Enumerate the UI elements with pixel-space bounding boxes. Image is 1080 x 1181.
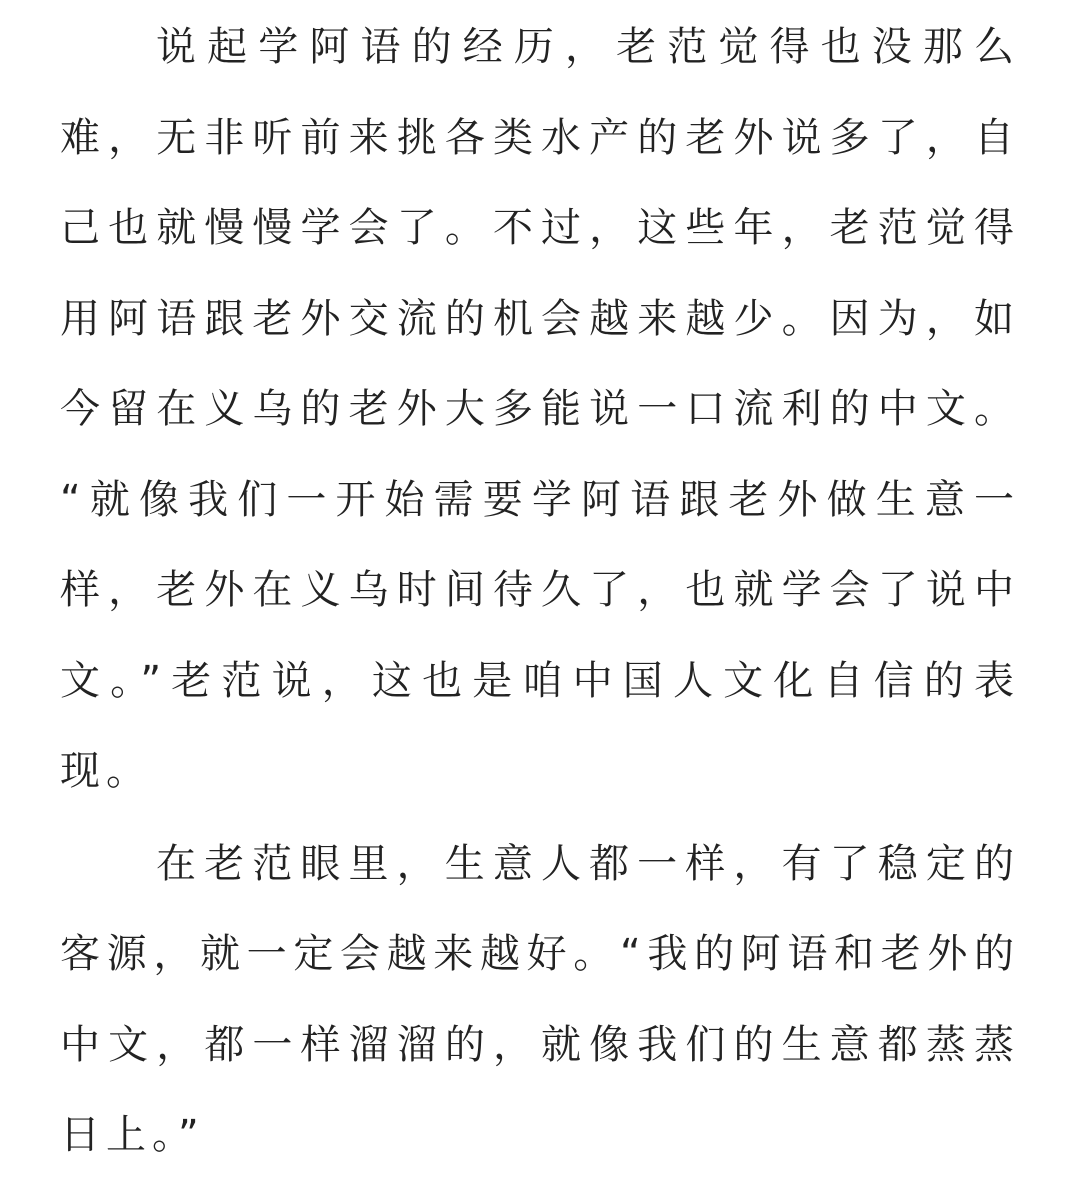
- text-line: 己也就慢慢学会了。不过，这些年，老范觉得: [60, 205, 1020, 251]
- text-line: 文。”老范说，这也是咱中国人文化自信的表: [60, 657, 1020, 704]
- text-line: 现。: [60, 748, 152, 794]
- paragraph-2: [60, 819, 1020, 1181]
- article-body: [60, 2, 1020, 1181]
- text-line: 说起学阿语的经历，老范觉得也没那么: [156, 24, 1020, 70]
- text-line: 在老范眼里，生意人都一样，有了稳定的: [156, 840, 1020, 887]
- text-line: 今留在义乌的老外大多能说一口流利的中文。: [60, 386, 1020, 432]
- text-line: 客源，就一定会越来越好。“我的阿语和老外的: [60, 931, 1020, 977]
- text-line: 用阿语跟老外交流的机会越来越少。因为，如: [60, 295, 1020, 342]
- text-line: 样，老外在义乌时间待久了，也就学会了说中: [60, 567, 1020, 613]
- text-line: 日上。”: [60, 1112, 205, 1158]
- paragraph-1: [60, 2, 1020, 817]
- text-line: 中文，都一样溜溜的，就像我们的生意都蒸蒸: [60, 1021, 1020, 1068]
- text-line: “就像我们一开始需要学阿语跟老外做生意一: [60, 476, 1020, 523]
- text-line: 难，无非听前来挑各类水产的老外说多了，自: [60, 114, 1020, 161]
